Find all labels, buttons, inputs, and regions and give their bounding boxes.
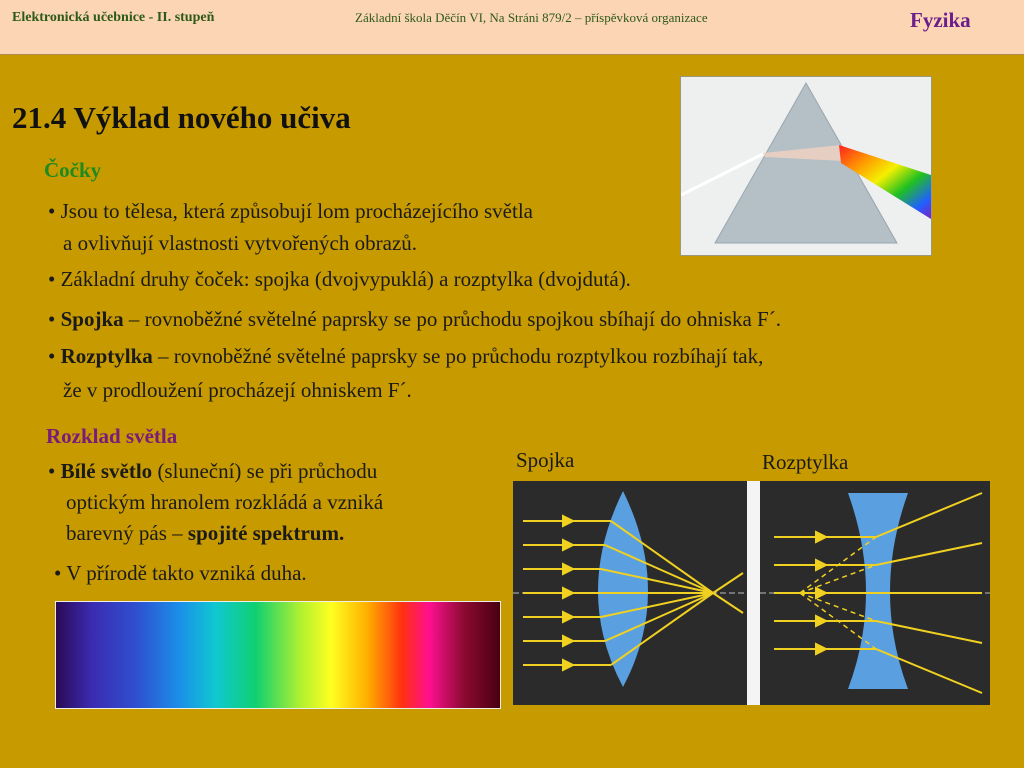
- bullet: •: [48, 459, 61, 483]
- panel-divider: [747, 481, 760, 705]
- diverging-lens-illustration: [760, 481, 990, 705]
- converging-lens-diagram: [513, 481, 747, 705]
- spojka-label: Spojka: [516, 448, 575, 472]
- prism-illustration: [681, 77, 931, 255]
- rozptylka-label: Rozptylka: [762, 450, 849, 474]
- subject-name: Fyzika: [910, 8, 971, 32]
- white-light-term: Bílé světlo: [60, 459, 153, 483]
- rozklad-line1: [48, 458, 377, 484]
- rozklad-line3-pre: barevný pás –: [66, 521, 188, 545]
- rozklad-line2: optickým hranolem rozkládá a vzniká: [66, 490, 384, 514]
- slide-header: [0, 0, 1024, 55]
- slide-title: 21.4 Výklad nového učiva: [12, 100, 351, 135]
- cocky-definition-line2: a ovlivňují vlastnosti vytvořených obrazů.: [63, 231, 418, 255]
- spojka-text: – rovnoběžné světelné paprsky se po průchodu spojkou sbíhají do ohniska F´.: [123, 307, 781, 331]
- diverging-lens-diagram: [760, 481, 990, 705]
- section-heading-rozklad: Rozklad světla: [46, 424, 178, 448]
- spectrum-illustration: [56, 602, 500, 708]
- rozklad-text1: (sluneční) se při průchodu: [152, 459, 378, 483]
- textbook-name: Elektronická učebnice - II. stupeň: [12, 10, 215, 25]
- cocky-types-line: • Základní druhy čoček: spojka (dvojvypuklá) a rozptylka (dvojdutá).: [48, 267, 631, 291]
- bullet: •: [48, 344, 61, 368]
- converging-lens-illustration: [513, 481, 747, 705]
- school-name: Základní škola Děčín VI, Na Stráni 879/2 – příspěvková organizace: [355, 10, 708, 25]
- spectrum-term: spojité spektrum.: [187, 521, 345, 545]
- bullet: •: [48, 307, 61, 331]
- continuous-spectrum-image: [55, 601, 501, 709]
- cocky-definition-line1: • Jsou to tělesa, která způsobují lom procházejícího světla: [48, 199, 533, 223]
- rozptylka-definition-line2: že v prodloužení procházejí ohniskem F´.: [63, 378, 412, 402]
- rozptylka-text: – rovnoběžné světelné paprsky se po průchodu rozptylkou rozbíhají tak,: [152, 344, 764, 368]
- prism-dispersion-image: [680, 76, 932, 256]
- rainbow-line: • V přírodě takto vzniká duha.: [54, 561, 307, 585]
- spojka-definition: [48, 306, 781, 332]
- rozklad-line3: [66, 520, 344, 546]
- rozptylka-term: Rozptylka: [60, 344, 153, 368]
- spojka-term: Spojka: [60, 307, 124, 331]
- section-heading-cocky: Čočky: [44, 158, 102, 182]
- rozptylka-definition: [48, 343, 763, 369]
